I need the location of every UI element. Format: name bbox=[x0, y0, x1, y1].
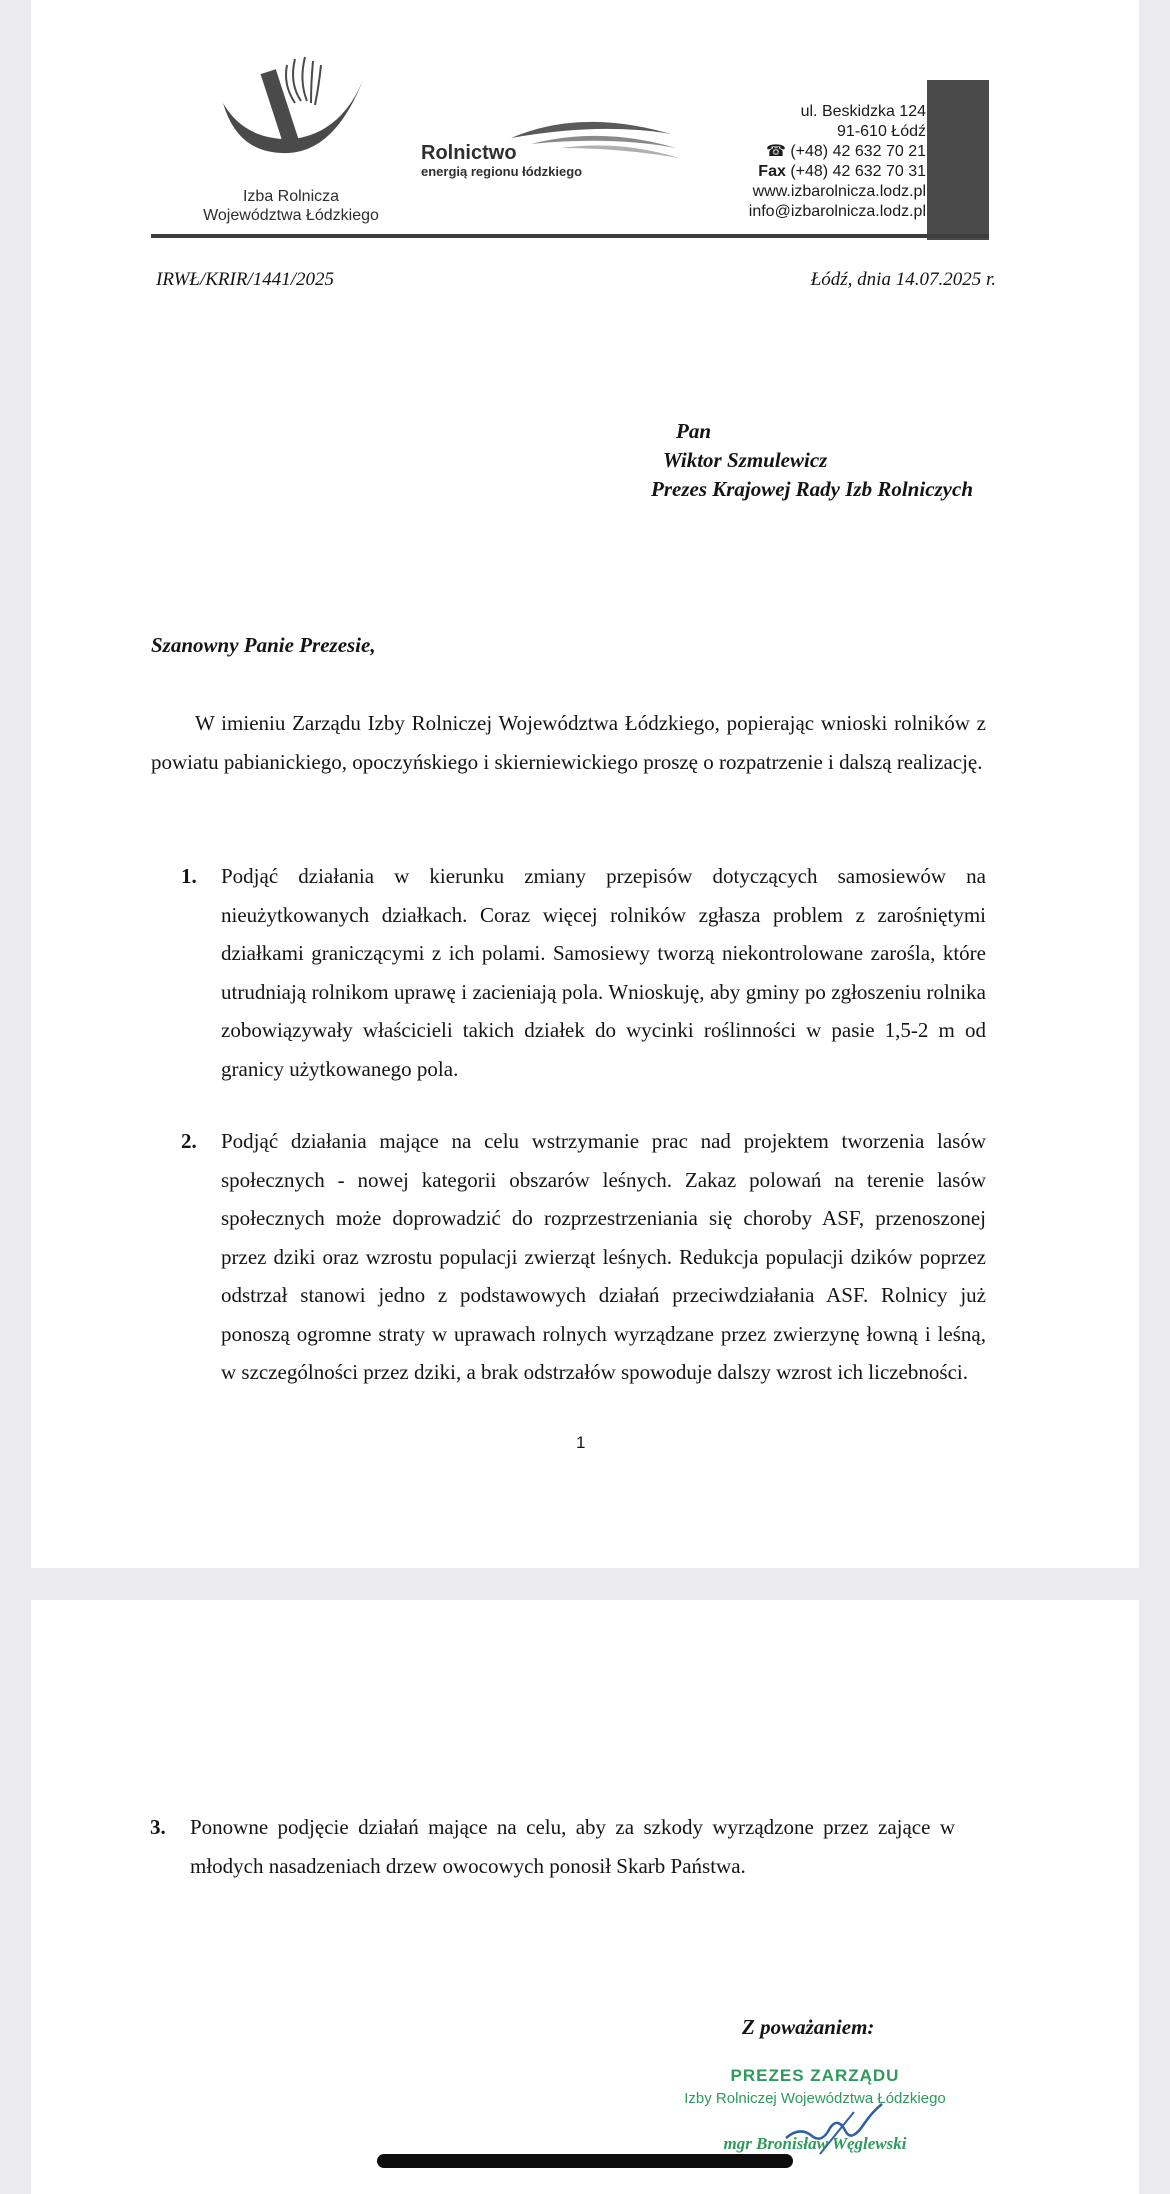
list-item-number: 1. bbox=[181, 864, 197, 888]
list-item bbox=[181, 1122, 986, 1392]
street-address: ul. Beskidzka 124 bbox=[800, 103, 926, 120]
fields-wave-icon bbox=[501, 112, 681, 162]
fax-label: Fax bbox=[758, 163, 786, 180]
postal-city: 91-610 Łódź bbox=[837, 123, 926, 140]
list-item-text: Podjąć działania w kierunku zmiany przepisów dotyczących samosiewów na nieużytkowanych działkach. Coraz więcej rolników zgłasza problem z zarośniętymi działkami graniczącymi z ich polami. Samosiewy tworzą niekontrolowane zarośla, które utrudniają rolnikom uprawę i zacieniają pola. Wnioskuję, aby gminy po zgłoszeniu rolnika zobowiązywały właścicieli takich działek do wycinki roślinności w pasie 1,5-2 m od granicy użytkowanego pola. bbox=[221, 864, 986, 1081]
campaign-subtitle: energią regionu łódzkiego bbox=[421, 164, 583, 179]
reference-number: IRWŁ/KRIR/1441/2025 bbox=[156, 269, 335, 290]
campaign-title: Rolnictwo bbox=[421, 142, 517, 164]
document-page-1 bbox=[31, 0, 1139, 1568]
phone-icon: ☎ bbox=[765, 143, 791, 160]
recipient-line: Prezes Krajowej Rady Izb Rolniczych bbox=[651, 477, 974, 501]
recipient-line: Wiktor Szmulewicz bbox=[663, 448, 828, 472]
stamp-title: PREZES ZARZĄDU bbox=[730, 2066, 900, 2085]
place-date: Łódź, dnia 14.07.2025 r. bbox=[810, 269, 996, 290]
chamber-emblem-icon bbox=[223, 55, 363, 185]
header-accent-bar bbox=[927, 80, 989, 240]
org-name-line: Izba Rolnicza bbox=[242, 188, 340, 205]
email-link: info@izbarolnicza.lodz.pl bbox=[748, 203, 926, 220]
document-page-2 bbox=[31, 1600, 1139, 2194]
intro-paragraph: W imieniu Zarządu Izby Rolniczej Województwa Łódzkiego, popierając wnioski rolników z powiatu pabianickiego, opoczyńskiego i skierniewickiego proszę o rozpatrzenie i dalszą realizację. bbox=[151, 711, 986, 774]
list-item-text: Ponowne podjęcie działań mające na celu, aby za szkody wyrządzone przez zające w młodych nasadzeniach drzew owocowych ponosił Skarb Państwa. bbox=[190, 1815, 955, 1878]
stamp-org: Izby Rolniczej Województwa Łódzkiego bbox=[684, 2090, 946, 2107]
stamp-signer: mgr Bronisław Węglewski bbox=[723, 2134, 907, 2153]
recipient-line: Pan bbox=[676, 419, 712, 443]
campaign-logo bbox=[421, 112, 681, 182]
recipient-block bbox=[651, 417, 973, 504]
list-item-number: 2. bbox=[181, 1129, 197, 1153]
page-number: 1 bbox=[576, 1433, 586, 1452]
closing-phrase: Z poważaniem: bbox=[742, 2015, 875, 2039]
list-item-text: Podjąć działania mające na celu wstrzymanie prac nad projektem tworzenia lasów społecznych - nowej kategorii obszarów leśnych. Zakaz polowań na terenie lasów społecznych może doprowadzić do rozprzestrzeniania się choroby ASF, przenoszonej przez dziki oraz wzrostu populacji zwierząt leśnych. Redukcja populacji dzików poprzez odstrzał stanowi jedno z podstawowych działań przeciwdziałania ASF. Rolnicy już ponoszą ogromne straty w uprawach rolnych wyrządzane przez zwierzynę łowną i leśną, w szczególności przez dziki, a brak odstrzałów spowoduje dalszy wzrost ich liczebności. bbox=[221, 1129, 986, 1384]
list-item bbox=[150, 1808, 955, 1885]
list-item bbox=[181, 857, 986, 1088]
fax-number: (+48) 42 632 70 31 bbox=[790, 163, 926, 180]
contact-block bbox=[749, 102, 926, 222]
phone-line bbox=[749, 142, 926, 162]
org-name-line: Województwa Łódzkiego bbox=[203, 207, 379, 224]
home-indicator[interactable] bbox=[377, 2154, 793, 2168]
salutation: Szanowny Panie Prezesie, bbox=[151, 633, 376, 657]
header-divider bbox=[151, 234, 989, 238]
fax-line bbox=[749, 162, 926, 182]
phone-number: (+48) 42 632 70 21 bbox=[790, 143, 926, 160]
list-item-number: 3. bbox=[150, 1815, 166, 1839]
chamber-logo bbox=[181, 55, 401, 230]
website-link: www.izbarolnicza.lodz.pl bbox=[752, 183, 926, 200]
